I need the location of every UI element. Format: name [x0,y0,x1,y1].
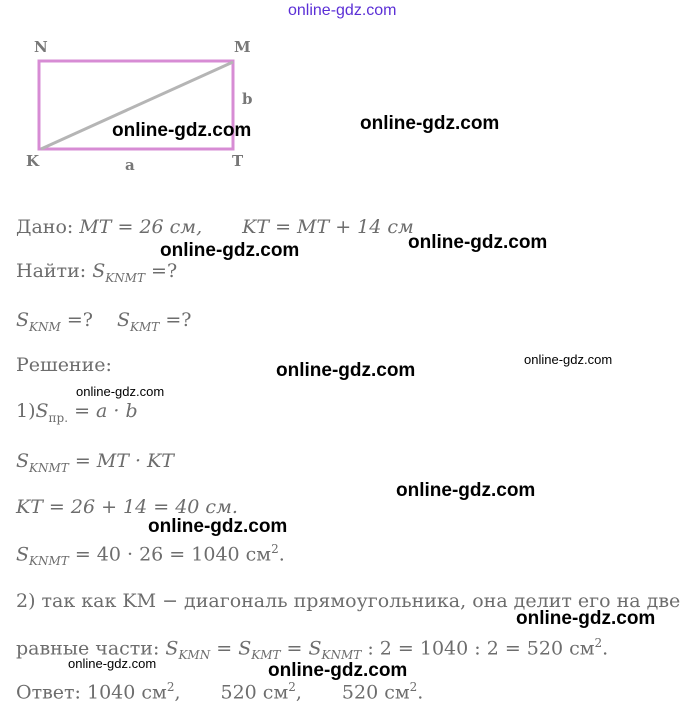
watermark: online-gdz.com [408,232,548,253]
rectangle-figure [0,0,699,190]
watermark: online-gdz.com [68,656,157,671]
answer-sup3: 2 [409,680,418,694]
step2b-end: . [602,637,609,660]
find2-s1: S [16,309,30,331]
find-s: S [92,260,106,282]
given-eq2: KT = MT + 14 см [242,216,414,238]
find2-sub2: KMT [130,319,160,334]
step1d-rest: = 40 · 26 = 1040 см [68,543,272,566]
find-sub: KNMT [105,270,145,285]
step1-num: 1) [16,400,36,422]
step1-sub: пр. [48,410,69,425]
find2-rest2: =? [159,309,192,331]
given-line [16,216,414,238]
answer-line [16,680,423,703]
step2b-s1: S [165,637,179,660]
step1c-line: KT = 26 + 14 = 40 см. [16,496,238,518]
step2b-s3: S [308,637,322,660]
given-prefix: Дано: [16,216,74,238]
step1-rest: = a · b [68,400,138,422]
step2b-sub3: KNMT [321,648,362,663]
step1b-s: S [16,450,30,472]
step1d-sub: KNMT [29,554,69,569]
watermark: online-gdz.com [524,352,613,367]
watermark: online-gdz.com [396,480,536,501]
step2b-prefix: равные части: [16,637,166,660]
watermark: online-gdz.com [160,240,300,261]
find2-rest1: =? [60,309,93,331]
find-prefix: Найти: [16,260,87,282]
find2-line [16,309,191,334]
step1-line [16,400,138,425]
step1d-s: S [16,543,30,566]
side-label-b: b [242,90,253,108]
step1b-sub: KNMT [29,460,69,475]
watermark: online-gdz.com [516,608,656,629]
step2a-line: 2) так как KM − диагональ прямоугольника, она делит его на две [16,590,681,612]
step1b-line [16,450,174,475]
step2b-sub1: KMN [178,648,211,663]
watermark: online-gdz.com [276,360,416,381]
answer-sep2: , [295,681,302,704]
step2b-eq1: = [210,637,239,660]
vertex-label-m: M [234,38,251,56]
answer-sup2: 2 [288,680,296,694]
side-label-a: a [125,156,135,174]
watermark-top[interactable]: online-gdz.com [288,2,397,19]
step1-s: S [35,400,49,422]
step2b-sub2: KMT [251,648,281,663]
watermark: online-gdz.com [148,516,288,537]
step2b-sup: 2 [594,636,603,650]
given-eq1: MT = 26 см, [79,216,203,238]
watermark: online-gdz.com [268,660,408,681]
step1b-rest: = MT · KT [68,450,174,472]
step2b-eq2: = [280,637,309,660]
answer-sep1: , [174,681,181,704]
answer-v3: 520 см [341,681,410,704]
step1d-line [16,542,285,568]
step1d-sup: 2 [271,542,279,556]
watermark: online-gdz.com [76,384,165,399]
find2-sub1: KNM [29,319,61,334]
answer-prefix: Ответ: [16,681,87,704]
watermark: online-gdz.com [112,120,252,141]
find-line [16,260,177,285]
vertex-label-n: N [34,38,48,56]
answer-end: . [417,681,424,704]
find2-s2: S [117,309,131,331]
step2b-s2: S [238,637,252,660]
step1d-end: . [278,543,285,566]
solution-title: Решение: [16,354,112,376]
vertex-label-k: K [26,152,40,170]
watermark: online-gdz.com [360,113,500,134]
step2b-rest: : 2 = 1040 : 2 = 520 см [361,637,595,660]
find-rest: =? [144,260,178,282]
answer-sup1: 2 [166,680,175,694]
answer-v2: 520 см [220,681,289,704]
answer-v1: 1040 см [86,681,167,704]
vertex-label-t: T [232,152,244,170]
